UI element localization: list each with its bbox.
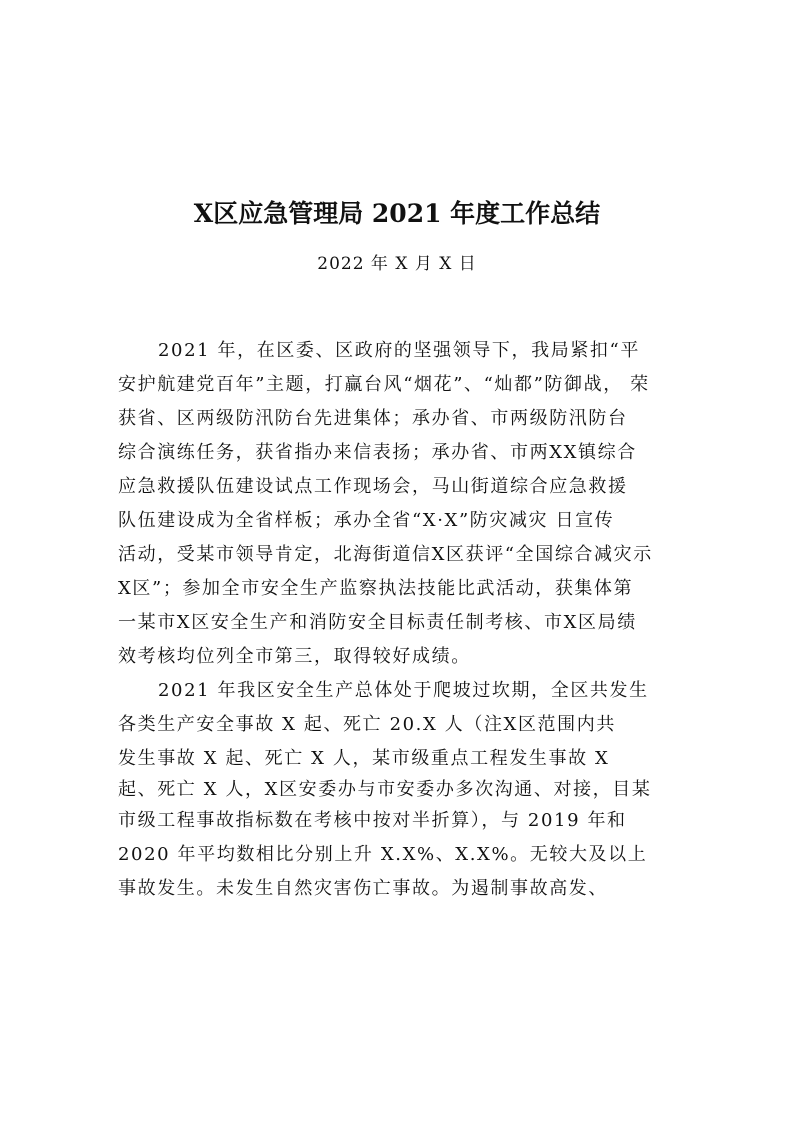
paragraph-line: 队伍建设成为全省样板；承办全省“X·X”防灾减灾 日宣传 <box>118 510 615 531</box>
paragraph-line: 市级工程事故指标数在考核中按对半折算），与 2019 年和 <box>118 810 627 831</box>
paragraph-line: X区”；参加全市安全生产监察执法技能比武活动，获集体第 <box>118 578 634 599</box>
paragraph-line: 应急救援队伍建设试点工作现场会，马山街道综合应急救援 <box>118 476 628 497</box>
paragraph-line: 获省、区两级防汛防台先进集体；承办省、市两级防汛防台 <box>118 408 628 429</box>
paragraph-line: 活动，受某市领导肯定，北海街道信X区获评“全国综合减灾示 <box>118 544 653 565</box>
paragraph-line: 起、死亡 X 人，X区安委办与市安委办多次沟通、对接，目某 <box>118 779 652 800</box>
document-date: 2022 年 X 月 X 日 <box>317 254 477 274</box>
paragraph-line: 综合演练任务，获省指办来信表扬；承办省、市两XX镇综合 <box>118 442 637 463</box>
paragraph-line: 发生事故 X 起、死亡 X 人，某市级重点工程发生事故 X <box>118 748 610 769</box>
paragraph-1 <box>118 334 678 674</box>
paragraph-line: 2020 年平均数相比分别上升 X.X%、X.X%。无较大及以上 <box>118 844 648 865</box>
paragraph-2 <box>118 674 678 906</box>
paragraph-line: 2021 年我区安全生产总体处于爬坡过坎期，全区共发生 <box>158 680 649 701</box>
paragraph-line: 一某市X区安全生产和消防安全目标责任制考核、市X区局绩 <box>118 612 637 633</box>
paragraph-line: 事故发生。未发生自然灾害伤亡事故。为遏制事故高发、 <box>118 878 608 899</box>
paragraph-line: 各类生产安全事故 X 起、死亡 20.X 人（注X区范围内共 <box>118 714 616 735</box>
document-title: X区应急管理局 2021 年度工作总结 <box>193 199 601 228</box>
paragraph-line: 安护航建党百年”主题，打赢台风“烟花”、“灿都”防御战， 荣 <box>118 374 650 395</box>
paragraph-line: 2021 年，在区委、区政府的坚强领导下，我局紧扣“平 <box>158 340 640 361</box>
document-body <box>118 334 678 906</box>
paragraph-line: 效考核均位列全市第三，取得较好成绩。 <box>118 646 471 667</box>
